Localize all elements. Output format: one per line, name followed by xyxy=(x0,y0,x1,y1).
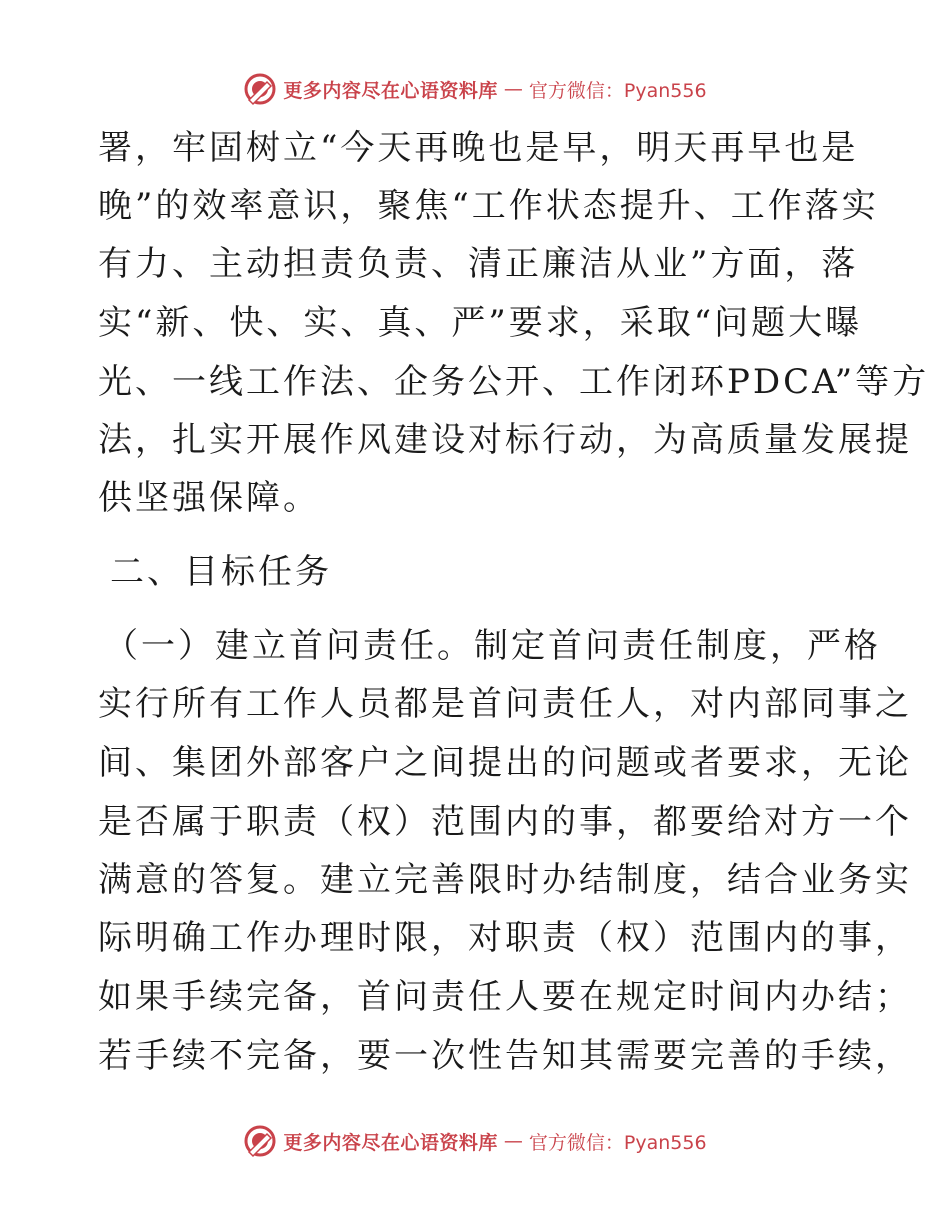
header-watermark xyxy=(0,72,950,106)
body-line: 有力、主动担责负责、清正廉洁从业”方面，落 xyxy=(98,244,859,284)
watermark-wechat: 官方微信：Pyan556 xyxy=(528,79,707,102)
body-line: 际明确工作办理时限，对职责（权）范围内的事， xyxy=(98,918,912,958)
watermark-title: 更多内容尽在心语资料库 xyxy=(283,1131,498,1154)
body-line: 供坚强保障。 xyxy=(98,478,320,518)
section-heading: 二、目标任务 xyxy=(110,552,332,592)
watermark-wechat: 官方微信：Pyan556 xyxy=(528,1131,707,1154)
body-line: （一）建立首问责任。制定首问责任制度，严格 xyxy=(104,626,881,666)
footer-watermark xyxy=(0,1124,950,1158)
pen-logo-icon xyxy=(243,72,277,106)
body-line: 是否属于职责（权）范围内的事，都要给对方一个 xyxy=(98,802,912,842)
body-line: 满意的答复。建立完善限时办结制度，结合业务实 xyxy=(98,860,912,900)
body-line: 若手续不完备，要一次性告知其需要完善的手续， xyxy=(98,1036,912,1076)
body-line: 晚”的效率意识，聚焦“工作状态提升、工作落实 xyxy=(98,186,879,226)
watermark-separator: — xyxy=(503,1130,523,1152)
body-line: 署，牢固树立“今天再晚也是早，明天再早也是 xyxy=(98,128,859,168)
body-line: 光、一线工作法、企务公开、工作闭环PDCA”等方 xyxy=(98,362,930,402)
body-line: 法，扎实开展作风建设对标行动，为高质量发展提 xyxy=(98,420,912,460)
body-line: 如果手续完备，首问责任人要在规定时间内办结； xyxy=(98,977,912,1017)
body-line: 实行所有工作人员都是首问责任人，对内部同事之 xyxy=(98,684,912,724)
body-line: 间、集团外部客户之间提出的问题或者要求，无论 xyxy=(98,743,912,783)
body-line: 实“新、快、实、真、严”要求，采取“问题大曝 xyxy=(98,303,863,343)
watermark-separator: — xyxy=(503,78,523,100)
watermark-title: 更多内容尽在心语资料库 xyxy=(283,79,498,102)
pen-logo-icon xyxy=(243,1124,277,1158)
